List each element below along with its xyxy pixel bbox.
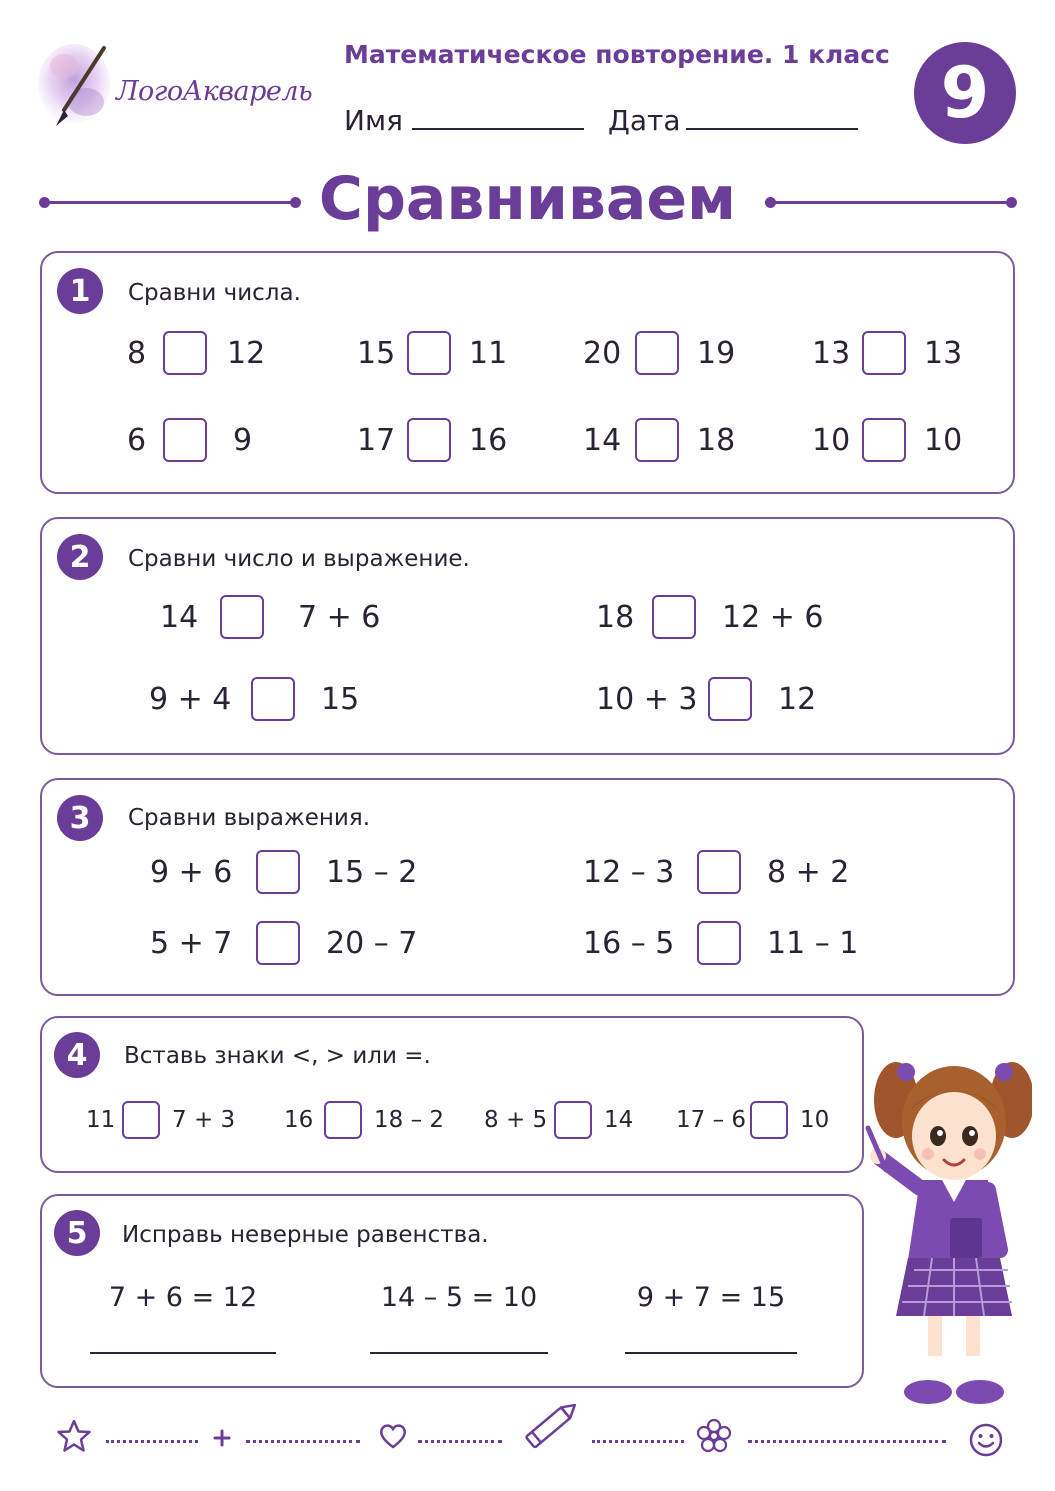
section-1-instruction: Сравни числа.	[128, 280, 301, 306]
right-operand: 15	[321, 681, 360, 717]
right-operand: 12 + 6	[722, 599, 824, 635]
compare-item	[812, 418, 962, 462]
answer-box[interactable]	[407, 331, 451, 375]
star-icon	[56, 1418, 92, 1458]
logo-text: ЛогоАкварель	[116, 76, 313, 107]
compare-item	[357, 331, 507, 375]
left-operand: 6	[127, 422, 147, 458]
right-operand: 11 – 1	[767, 925, 859, 961]
compare-item	[596, 677, 816, 721]
section-2-instruction: Сравни число и выражение.	[128, 546, 470, 572]
left-operand: 16 – 5	[583, 925, 675, 961]
left-operand: 15	[357, 335, 396, 371]
answer-box[interactable]	[220, 595, 264, 639]
right-operand: 14	[604, 1107, 634, 1133]
left-operand: 5 + 7	[150, 925, 233, 961]
left-operand: 17 – 6	[676, 1107, 747, 1133]
right-operand: 19	[697, 335, 736, 371]
name-label: Имя	[344, 104, 403, 137]
answer-box[interactable]	[324, 1101, 362, 1139]
heart-icon	[378, 1422, 408, 1454]
left-operand: 8 + 5	[484, 1107, 548, 1133]
compare-item	[357, 418, 507, 462]
section-4-instruction: Вставь знаки <, > или =.	[124, 1043, 431, 1069]
section-2-number: 2	[57, 534, 103, 580]
compare-item	[160, 595, 380, 639]
answer-line[interactable]	[625, 1352, 797, 1354]
compare-item	[583, 418, 735, 462]
right-operand: 12	[778, 681, 817, 717]
left-operand: 16	[284, 1107, 314, 1133]
left-operand: 8	[127, 335, 147, 371]
compare-item	[150, 850, 417, 894]
answer-box[interactable]	[862, 418, 906, 462]
equality-item: 14 – 5 = 10	[380, 1282, 538, 1313]
answer-box[interactable]	[256, 850, 300, 894]
answer-box[interactable]	[708, 677, 752, 721]
answer-box[interactable]	[635, 418, 679, 462]
answer-box[interactable]	[697, 850, 741, 894]
section-4	[40, 1016, 864, 1173]
left-operand: 20	[583, 335, 622, 371]
section-3-instruction: Сравни выражения.	[128, 805, 371, 831]
section-3-number: 3	[57, 795, 103, 841]
right-operand: 7 + 6	[298, 599, 381, 635]
left-operand: 12 – 3	[583, 854, 675, 890]
page-title: Сравниваем	[318, 164, 737, 234]
compare-item	[86, 1101, 235, 1139]
compare-item	[583, 331, 735, 375]
section-5-number: 5	[54, 1210, 100, 1256]
left-operand: 14	[583, 422, 622, 458]
compare-item	[583, 850, 849, 894]
date-label: Дата	[608, 104, 681, 137]
answer-box[interactable]	[251, 677, 295, 721]
answer-box[interactable]	[407, 418, 451, 462]
right-operand: 18 – 2	[374, 1107, 445, 1133]
answer-box[interactable]	[652, 595, 696, 639]
left-operand: 14	[160, 599, 199, 635]
answer-box[interactable]	[163, 331, 207, 375]
equality-item: 7 + 6 = 12	[108, 1282, 258, 1313]
logo-watercolor-icon	[34, 38, 114, 134]
answer-box[interactable]	[256, 921, 300, 965]
left-operand: 10 + 3	[596, 681, 698, 717]
left-operand: 9 + 6	[150, 854, 233, 890]
right-operand: 11	[469, 335, 508, 371]
compare-item	[149, 677, 359, 721]
right-operand: 13	[924, 335, 963, 371]
answer-line[interactable]	[370, 1352, 548, 1354]
right-operand: 20 – 7	[326, 925, 418, 961]
name-field[interactable]	[412, 128, 584, 130]
footer-dots	[418, 1440, 502, 1443]
right-operand: 8 + 2	[767, 854, 850, 890]
left-operand: 17	[357, 422, 396, 458]
right-operand: 10	[924, 422, 963, 458]
footer-dots	[748, 1440, 946, 1443]
left-operand: 10	[812, 422, 851, 458]
compare-item	[596, 595, 823, 639]
left-operand: 11	[86, 1107, 116, 1133]
answer-box[interactable]	[862, 331, 906, 375]
section-1-number: 1	[57, 268, 103, 314]
right-operand: 18	[697, 422, 736, 458]
answer-box[interactable]	[635, 331, 679, 375]
footer-dots	[106, 1440, 198, 1443]
right-operand: 7 + 3	[172, 1107, 236, 1133]
page-number-badge: 9	[914, 42, 1016, 144]
answer-line[interactable]	[90, 1352, 276, 1354]
rule-dot-right	[1006, 197, 1017, 208]
footer-dots	[246, 1440, 360, 1443]
compare-item	[150, 921, 417, 965]
right-operand: 16	[469, 422, 508, 458]
worksheet-subtitle: Математическое повторение. 1 класс	[344, 40, 890, 69]
answer-box[interactable]	[163, 418, 207, 462]
compare-item	[676, 1101, 829, 1139]
left-operand: 13	[812, 335, 851, 371]
right-operand: 15 – 2	[326, 854, 418, 890]
answer-box[interactable]	[750, 1101, 788, 1139]
compare-item	[127, 331, 265, 375]
compare-item	[583, 921, 858, 965]
left-operand: 18	[596, 599, 635, 635]
section-5-instruction: Исправь неверные равенства.	[122, 1222, 489, 1248]
answer-box[interactable]	[122, 1101, 160, 1139]
compare-item	[284, 1101, 444, 1139]
answer-box[interactable]	[554, 1101, 592, 1139]
right-operand: 12	[227, 335, 266, 371]
plus-icon	[212, 1428, 232, 1452]
flower-icon	[694, 1416, 734, 1460]
section-4-number: 4	[54, 1032, 100, 1078]
girl-illustration	[862, 1040, 1032, 1420]
compare-item	[484, 1101, 633, 1139]
title-rule-right	[770, 201, 1012, 204]
equality-item: 9 + 7 = 15	[636, 1282, 786, 1313]
left-operand: 9 + 4	[149, 681, 232, 717]
right-operand: 9	[233, 422, 253, 458]
compare-item	[812, 331, 962, 375]
right-operand: 10	[800, 1107, 830, 1133]
compare-item	[127, 418, 252, 462]
smiley-icon	[968, 1422, 1004, 1462]
date-field[interactable]	[686, 128, 858, 130]
pencil-icon	[516, 1394, 586, 1460]
footer-dots	[592, 1440, 684, 1443]
answer-box[interactable]	[697, 921, 741, 965]
